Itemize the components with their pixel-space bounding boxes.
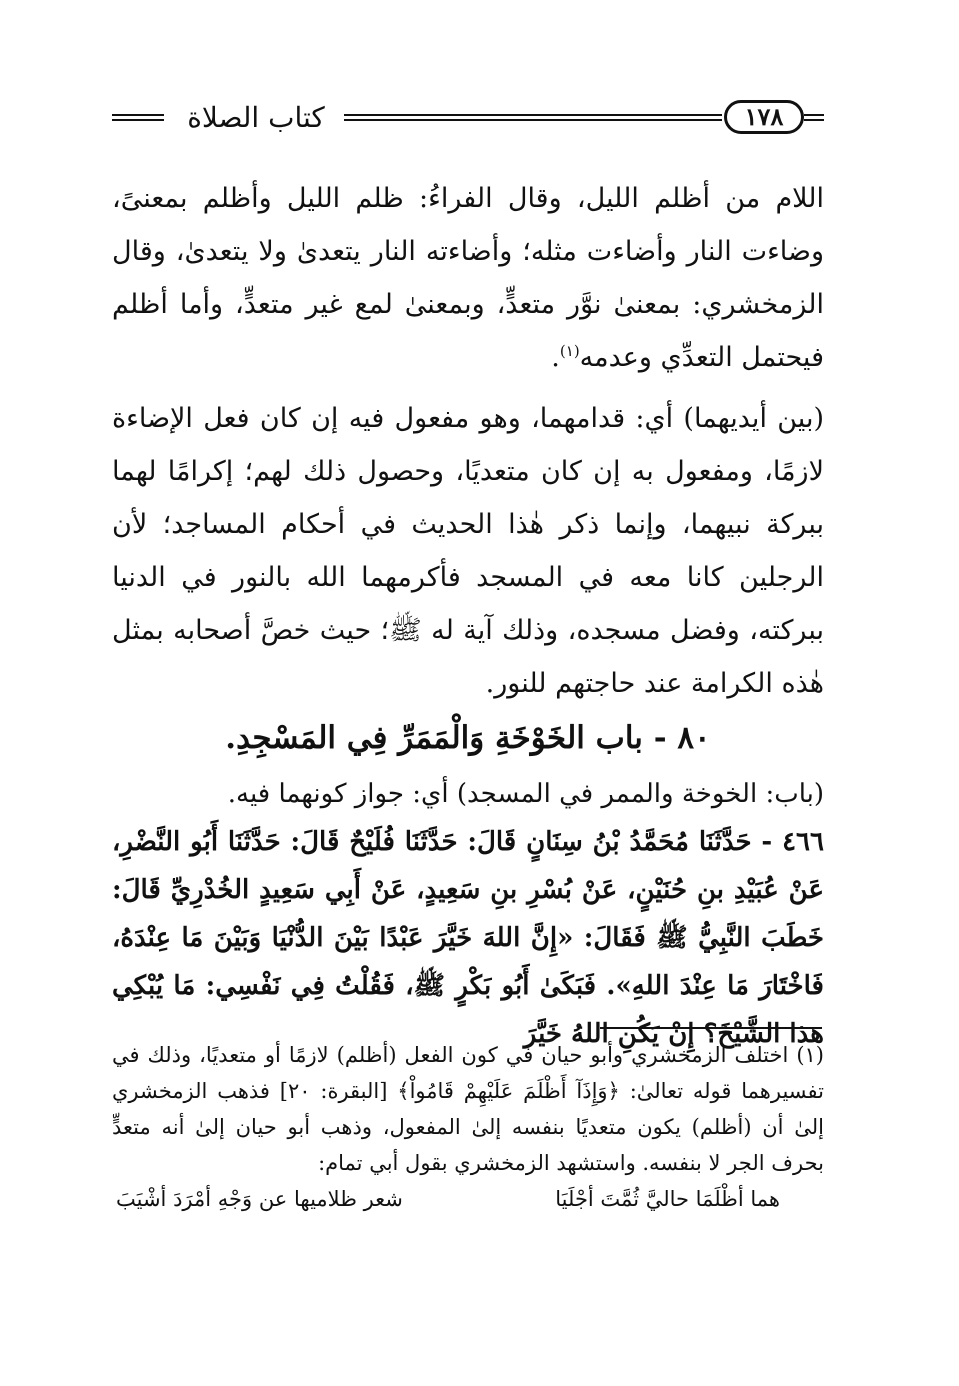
- footnote-separator: [600, 1027, 822, 1029]
- header-rule-left: [112, 114, 164, 121]
- poetry-verse: [112, 1181, 824, 1217]
- running-title: كتاب الصلاة: [187, 101, 325, 134]
- paragraph-text: اللام من أظلم الليل، وقال الفراءُ: ظلم الليل وأظلم بمعنىً، وضاءت النار وأضاءت مثله؛ وأضاءته النار يتعدىٰ ولا يتعدىٰ، وقال الزمخشري: بمعنىٰ نوَّر متعدٍّ، وبمعنىٰ لمع غير متعدٍّ، وأما أظلم فيحتمل التعدِّي وعدمه: [112, 183, 824, 373]
- header-rule-right: [804, 114, 824, 121]
- page-number-badge: ١٧٨: [724, 100, 804, 134]
- hadith-text: ٤٦٦ - حَدَّثَنَا مُحَمَّدُ بْنُ سِنَانٍ قَالَ: حَدَّثَنَا فُلَيْحٌ قَالَ: حَدَّثَنَا أَبُو النَّضْرِ، عَنْ عُبَيْدِ بنِ حُنَيْنٍ، عَنْ بُسْرِ بنِ سَعِيدٍ، عَنْ أَبِي سَعِيدٍ الخُدْرِيِّ قَالَ: خَطَبَ النَّبِيُّ ﷺ فَقَالَ: «إِنَّ اللهَ خَيَّرَ عَبْدًا بَيْنَ الدُّنْيَا وَبَيْنَ مَا عِنْدَهُ، فَاخْتَارَ مَا عِنْدَ اللهِ». فَبَكَىٰ أَبُو بَكْرٍ ﷺ، فَقُلْتُ فِي نَفْسِي: مَا يُبْكِي هذا الشَّيْخَ؟ إِنْ يَكُنِ اللهُ خَيَّرَ: [112, 827, 824, 1049]
- main-commentary: [112, 172, 824, 710]
- hadith-commentary: (باب: الخوخة والممر في المسجد) أي: جواز كونهما فيه.: [227, 779, 824, 809]
- commentary-paragraph: (بين أيديهما) أي: قدامهما، وهو مفعول فيه إن كان فعل الإضاءة لازمًا، ومفعول به إن كان متعديًا، وحصول ذلك لهم؛ إكرامًا لهما ببركة نبيهما، وإنما ذكر هٰذا الحديث في أحكام المساجد؛ لأن الرجلين كانا معه في المسجد فأكرمهما الله بالنور في الدنيا ببركته، وفضل مسجده، وذلك آية له ﷺ؛ حيث خصَّ أصحابه بمثل هٰذه الكرامة عند حاجتهم للنور.: [112, 403, 824, 699]
- verse-second-hemistich: شعر ظلاميها عن وَجْهِ أمْرَدَ أشْيَبَ: [116, 1187, 403, 1211]
- commentary-paragraph: [112, 172, 824, 384]
- footnote-text: (١) اختلف الزمخشري وأبو حيان في كون الفعل (أظلم) لازمًا أو متعديًا، وذلك في تفسيرهما قوله تعالىٰ: ﴿وَإِذَآ أَظْلَمَ عَلَيْهِمْ قَامُواْ﴾ [البقرة: ٢٠] فذهب الزمخشري إلىٰ أن (أظلم) يكون متعديًا بنفسه إلىٰ المفعول، وذهب أبو حيان إلىٰ أنه متعدٍّ بحرف الجر لا بنفسه. واستشهد الزمخشري بقول أبي تمام:: [112, 1043, 824, 1175]
- running-header: [112, 98, 824, 142]
- footnotes: [112, 1037, 824, 1217]
- footnote-marker: (١): [559, 342, 580, 360]
- header-rule-middle: [344, 114, 722, 121]
- hadith-block: [112, 770, 824, 1058]
- chapter-heading: ٨٠ - باب الخَوْخَةِ وَالْمَمَرِّ فِي المَسْجِدِ.: [225, 720, 711, 756]
- verse-first-hemistich: هما أظْلَمَا حاليَّ ثُمَّتَ أجْلَيَا: [555, 1187, 780, 1211]
- paragraph-end: .: [551, 342, 560, 373]
